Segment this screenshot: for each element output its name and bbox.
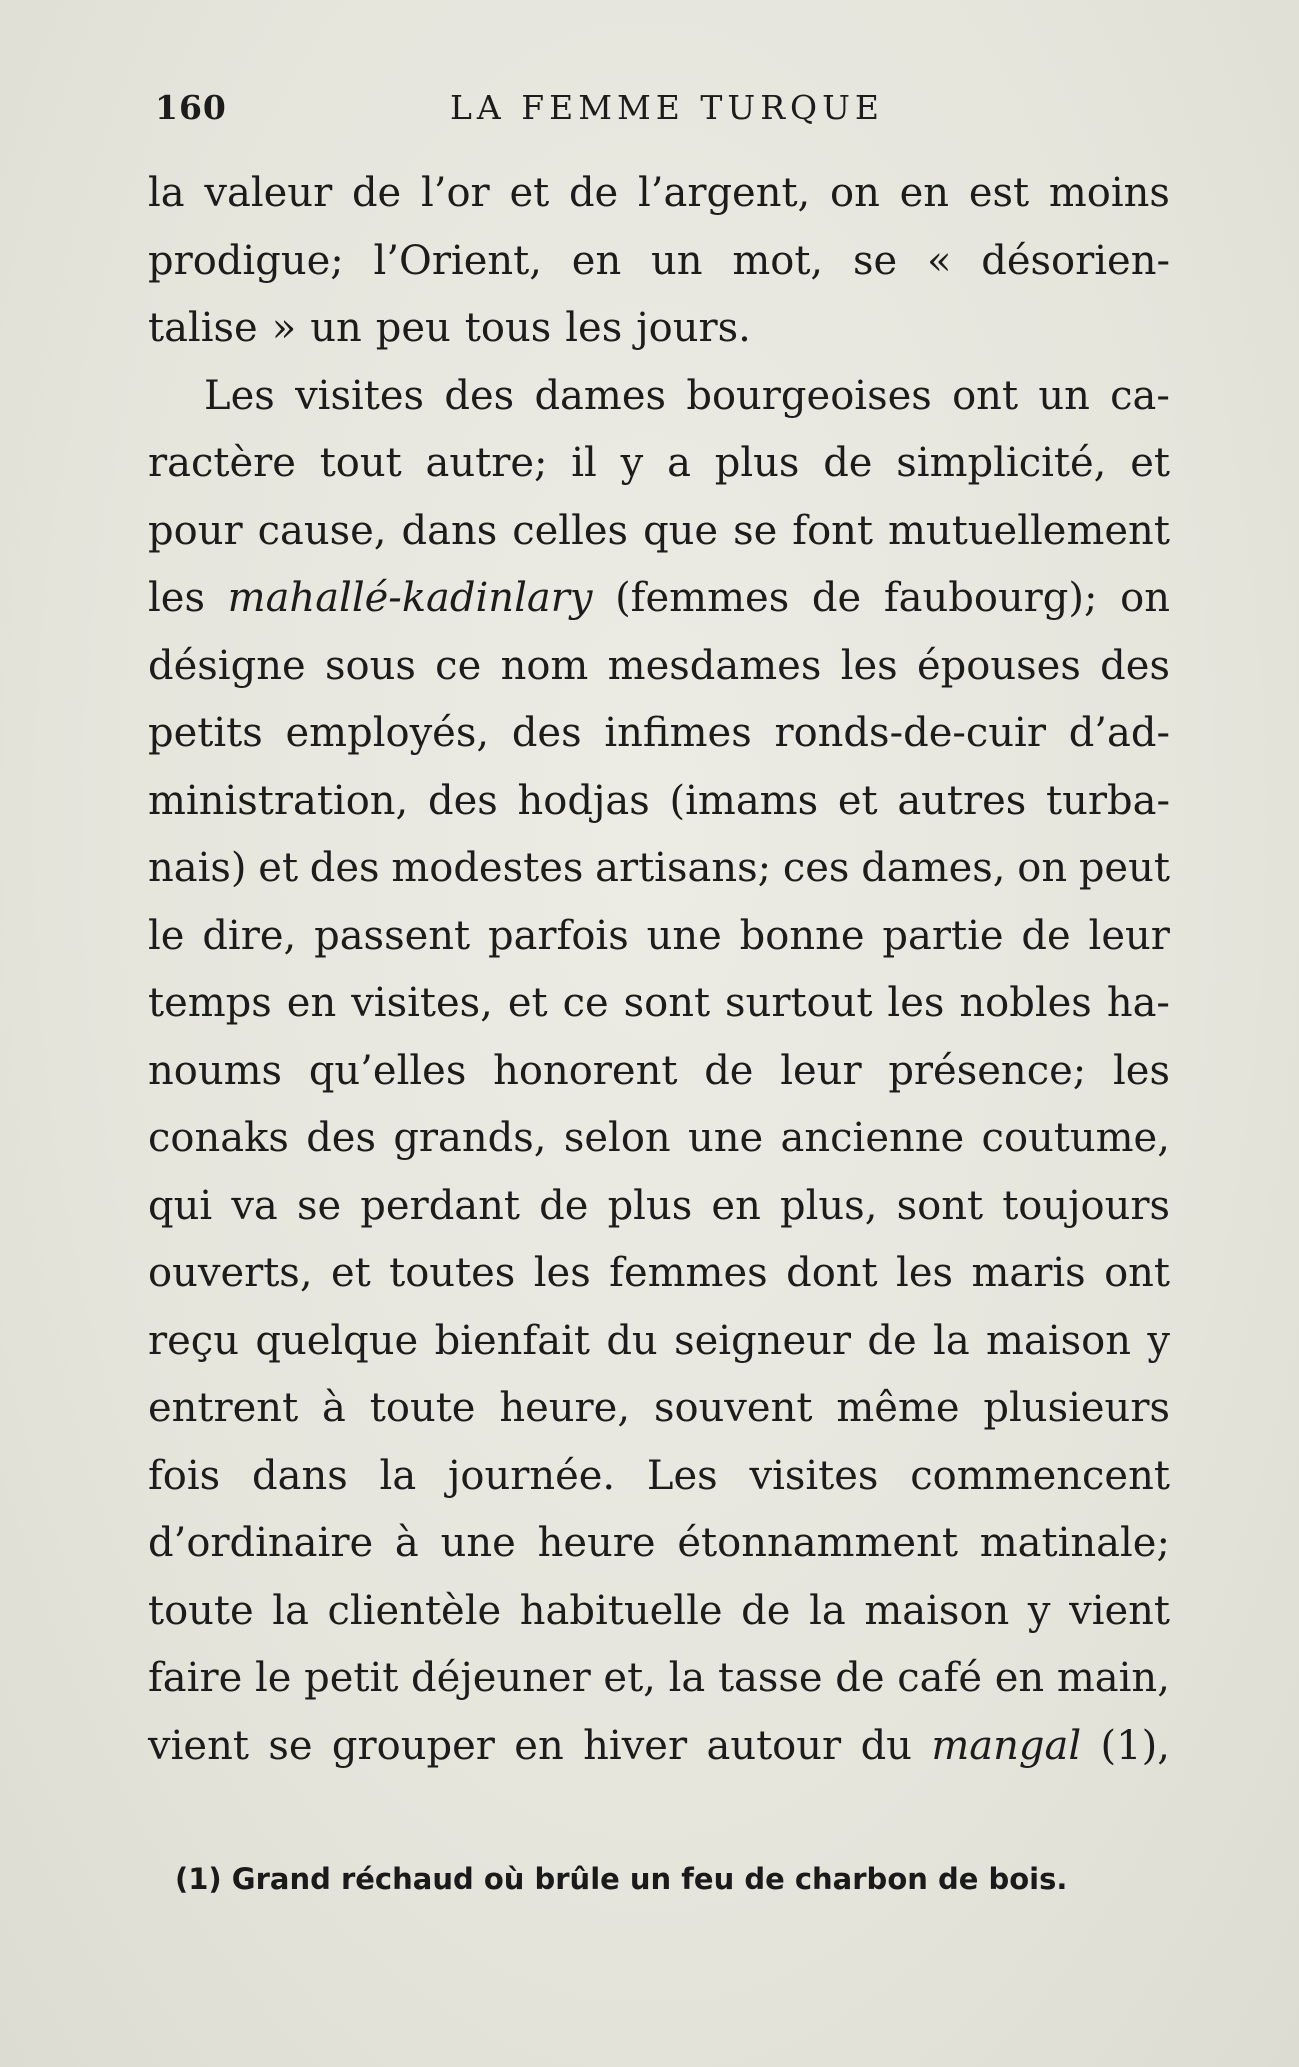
- word: perdant: [360, 1182, 520, 1229]
- word: toujours: [1002, 1182, 1170, 1229]
- word: dire,: [202, 912, 297, 959]
- word: la: [379, 1452, 417, 1499]
- text-line: [148, 228, 1170, 296]
- word: en: [994, 1655, 1045, 1701]
- word: hodjas: [517, 777, 650, 824]
- word: parfois: [487, 912, 629, 959]
- word: journée.: [447, 1452, 616, 1499]
- word: passent: [314, 912, 471, 959]
- word: mutuellement: [888, 507, 1170, 554]
- word: ronds-de-cuir: [774, 710, 1046, 756]
- word: main,: [1056, 1655, 1170, 1701]
- text-line: [148, 1173, 1170, 1241]
- word: sont: [896, 1182, 984, 1229]
- word: maison: [864, 1587, 1010, 1634]
- word: visites,: [351, 980, 493, 1026]
- word: désorien-: [981, 237, 1170, 284]
- text-line: [148, 970, 1170, 1038]
- word: sous: [324, 642, 416, 689]
- text-line: [148, 1038, 1170, 1106]
- word: leur: [1088, 912, 1170, 959]
- word: qui: [148, 1182, 213, 1229]
- word: les: [887, 980, 945, 1026]
- word: conaks: [148, 1115, 289, 1161]
- word: la: [272, 1587, 309, 1634]
- word: pour: [148, 507, 243, 554]
- text-line: [148, 363, 1170, 431]
- word: la: [933, 1317, 970, 1364]
- word: un: [651, 237, 703, 284]
- word: et: [837, 777, 878, 824]
- text-line: [148, 295, 1170, 363]
- word: on: [1017, 845, 1068, 891]
- word: d’ordinaire: [148, 1520, 374, 1566]
- word: reçu: [148, 1317, 239, 1364]
- word: font: [792, 507, 874, 554]
- word: plus,: [780, 1182, 878, 1229]
- word: partie: [882, 912, 1004, 959]
- word: peut: [1078, 845, 1170, 891]
- word: toute: [369, 1385, 476, 1431]
- word: étonnamment: [677, 1520, 958, 1566]
- word: nais): [148, 845, 247, 891]
- word: tout: [319, 440, 402, 486]
- word: honorent: [493, 1047, 678, 1094]
- word: l’or: [420, 170, 490, 216]
- word: maison: [986, 1317, 1131, 1364]
- text-line: [148, 1645, 1170, 1713]
- word: et: [258, 845, 299, 891]
- word: matinale;: [979, 1520, 1170, 1566]
- word: et: [507, 980, 548, 1026]
- word: (1),: [1100, 1722, 1170, 1769]
- word: plus: [607, 1182, 693, 1229]
- word: ca-: [1110, 372, 1170, 419]
- word: épouses: [917, 642, 1081, 689]
- word: y: [1027, 1587, 1051, 1634]
- word: présence;: [888, 1047, 1087, 1094]
- word: mahallé-kadinlary: [227, 575, 593, 621]
- word: ha-: [1106, 980, 1170, 1026]
- word: noums: [148, 1047, 283, 1094]
- word: mangal: [931, 1722, 1082, 1769]
- word: grouper: [331, 1722, 495, 1769]
- word: autres: [897, 777, 1027, 824]
- word: modestes: [391, 845, 584, 891]
- word: mot,: [732, 237, 824, 284]
- word: celles: [512, 507, 629, 554]
- word: de: [741, 1587, 791, 1634]
- word: nobles: [959, 980, 1092, 1026]
- word: faubourg);: [883, 575, 1098, 621]
- word: faire: [148, 1655, 243, 1701]
- word: bienfait: [434, 1317, 590, 1364]
- word: se: [268, 1722, 313, 1769]
- word: tous: [464, 305, 552, 351]
- word: à: [322, 1385, 346, 1431]
- word: quelque: [255, 1317, 419, 1364]
- text-line: [148, 633, 1170, 701]
- page-number: 160: [155, 88, 227, 127]
- word: ouverts,: [148, 1250, 313, 1296]
- word: les: [533, 1250, 591, 1296]
- word: seigneur: [674, 1317, 851, 1364]
- text-line: [148, 903, 1170, 971]
- word: tasse: [717, 1655, 823, 1701]
- word: surtout: [725, 980, 873, 1026]
- text-line: [148, 1375, 1170, 1443]
- word: qu’elles: [308, 1047, 467, 1094]
- word: des: [306, 1115, 376, 1161]
- word: va: [231, 1182, 278, 1229]
- word: en: [286, 980, 337, 1026]
- word: ce: [562, 980, 609, 1026]
- word: d’ad-: [1068, 710, 1170, 756]
- word: jours.: [636, 305, 751, 351]
- word: des: [444, 372, 515, 419]
- word: la: [809, 1587, 846, 1634]
- text-line: [148, 1240, 1170, 1308]
- word: simplicité,: [896, 440, 1107, 486]
- word: les: [896, 1250, 954, 1296]
- word: les: [565, 305, 623, 351]
- word: une: [440, 1520, 516, 1566]
- word: se: [296, 1182, 342, 1229]
- text-line: [148, 498, 1170, 566]
- word: la: [148, 170, 185, 216]
- word: un: [1038, 372, 1090, 419]
- word: souvent: [653, 1385, 813, 1431]
- word: on: [1120, 575, 1170, 621]
- word: »: [271, 305, 297, 351]
- word: en: [571, 237, 622, 284]
- word: de: [539, 1182, 589, 1229]
- word: petit: [304, 1655, 399, 1701]
- text-line: [148, 430, 1170, 498]
- word: y: [1147, 1317, 1170, 1364]
- word: selon: [563, 1115, 671, 1161]
- word: est: [968, 170, 1030, 216]
- word: toute: [148, 1587, 254, 1634]
- word: bourgeoises: [686, 372, 932, 419]
- word: plus: [714, 440, 800, 486]
- word: mesdames: [607, 642, 822, 689]
- word: les: [840, 642, 898, 689]
- word: les: [1113, 1047, 1170, 1094]
- word: le: [254, 1655, 292, 1701]
- word: entrent: [148, 1385, 299, 1431]
- text-line: [148, 565, 1170, 633]
- text-line: [148, 835, 1170, 903]
- word: petits: [148, 710, 263, 756]
- word: infimes: [604, 710, 752, 756]
- word: heure,: [499, 1385, 631, 1431]
- word: ancienne: [780, 1115, 965, 1161]
- word: se: [852, 237, 898, 284]
- word: et: [1130, 440, 1170, 486]
- word: déjeuner: [411, 1655, 591, 1701]
- word: dames: [534, 372, 667, 419]
- word: se: [733, 507, 778, 554]
- word: de: [568, 170, 619, 216]
- word: une: [688, 1115, 764, 1161]
- word: de: [811, 575, 862, 621]
- word: temps: [148, 980, 272, 1026]
- word: désigne: [148, 642, 306, 689]
- word: et: [330, 1250, 371, 1296]
- word: des: [428, 777, 498, 824]
- word: on: [830, 170, 880, 216]
- word: turba-: [1046, 777, 1170, 824]
- word: prodigue;: [148, 237, 344, 284]
- word: il: [571, 440, 597, 486]
- word: femmes: [609, 1250, 768, 1296]
- word: habituelle: [519, 1587, 723, 1634]
- word: en: [514, 1722, 564, 1769]
- word: plusieurs: [983, 1385, 1170, 1431]
- word: nom: [500, 642, 589, 689]
- word: l’Orient,: [373, 237, 542, 284]
- word: de: [351, 170, 402, 216]
- word: et: [509, 170, 550, 216]
- word: de: [867, 1317, 917, 1364]
- text-line: [148, 1713, 1170, 1781]
- word: autre;: [425, 440, 548, 486]
- word: café: [897, 1655, 983, 1701]
- word: vient: [1069, 1587, 1170, 1634]
- word: de: [1021, 912, 1071, 959]
- text-line: [148, 1443, 1170, 1511]
- word: du: [860, 1722, 912, 1769]
- word: hiver: [583, 1722, 688, 1769]
- text-line: [148, 1105, 1170, 1173]
- word: et,: [603, 1655, 656, 1701]
- word: en: [711, 1182, 761, 1229]
- running-title: LA FEMME TURQUE: [450, 88, 885, 127]
- word: des: [511, 710, 582, 756]
- word: Les: [646, 1452, 718, 1499]
- word: le: [148, 912, 185, 959]
- word: à: [394, 1520, 419, 1566]
- footnote: (1) Grand réchaud où brûle un feu de charbon de bois.: [175, 1862, 1068, 1896]
- word: commencent: [910, 1452, 1170, 1499]
- word: «: [926, 237, 952, 284]
- word: dont: [786, 1250, 878, 1296]
- word: ministration,: [148, 777, 409, 824]
- word: peu: [375, 305, 451, 351]
- word: clientèle: [327, 1587, 502, 1634]
- word: employés,: [285, 710, 490, 756]
- text-line: [148, 700, 1170, 768]
- word: (imams: [669, 777, 819, 824]
- word: autour: [706, 1722, 842, 1769]
- word: une: [646, 912, 722, 959]
- word: a: [667, 440, 691, 486]
- word: heure: [537, 1520, 656, 1566]
- word: des: [309, 845, 380, 891]
- word: un: [310, 305, 362, 351]
- word: la: [668, 1655, 706, 1701]
- text-line: [148, 160, 1170, 228]
- word: dans: [252, 1452, 348, 1499]
- word: sont: [623, 980, 711, 1026]
- word: les: [148, 575, 205, 621]
- word: de: [704, 1047, 754, 1094]
- word: grands,: [393, 1115, 547, 1161]
- word: artisans;: [595, 845, 772, 891]
- word: ont: [1104, 1250, 1170, 1296]
- word: talise: [148, 305, 258, 351]
- word: visites: [749, 1452, 879, 1499]
- text-line: [148, 1308, 1170, 1376]
- text-line: [148, 1578, 1170, 1646]
- word: que: [643, 507, 719, 554]
- word: l’argent,: [637, 170, 811, 216]
- word: y: [620, 440, 644, 486]
- word: leur: [780, 1047, 862, 1094]
- word: coutume,: [981, 1115, 1170, 1161]
- word: dames,: [861, 845, 1006, 891]
- word: des: [1100, 642, 1170, 689]
- word: de: [823, 440, 873, 486]
- word: toutes: [389, 1250, 516, 1296]
- word: moins: [1048, 170, 1170, 216]
- running-head: [155, 88, 1170, 138]
- word: vient: [148, 1722, 249, 1769]
- word: Les: [204, 372, 275, 419]
- word: valeur: [204, 170, 333, 216]
- word: visites: [295, 372, 425, 419]
- word: fois: [148, 1452, 221, 1499]
- word: même: [836, 1385, 960, 1431]
- word: du: [606, 1317, 658, 1364]
- word: ractère: [148, 440, 296, 486]
- word: ce: [435, 642, 482, 689]
- word: cause,: [257, 507, 387, 554]
- word: bonne: [739, 912, 865, 959]
- word: (femmes: [615, 575, 790, 621]
- word: ont: [952, 372, 1019, 419]
- word: ces: [782, 845, 850, 891]
- word: de: [835, 1655, 885, 1701]
- word: maris: [971, 1250, 1086, 1296]
- word: dans: [401, 507, 498, 554]
- body-text: [148, 160, 1170, 1780]
- text-line: [148, 768, 1170, 836]
- word: en: [899, 170, 950, 216]
- text-line: [148, 1510, 1170, 1578]
